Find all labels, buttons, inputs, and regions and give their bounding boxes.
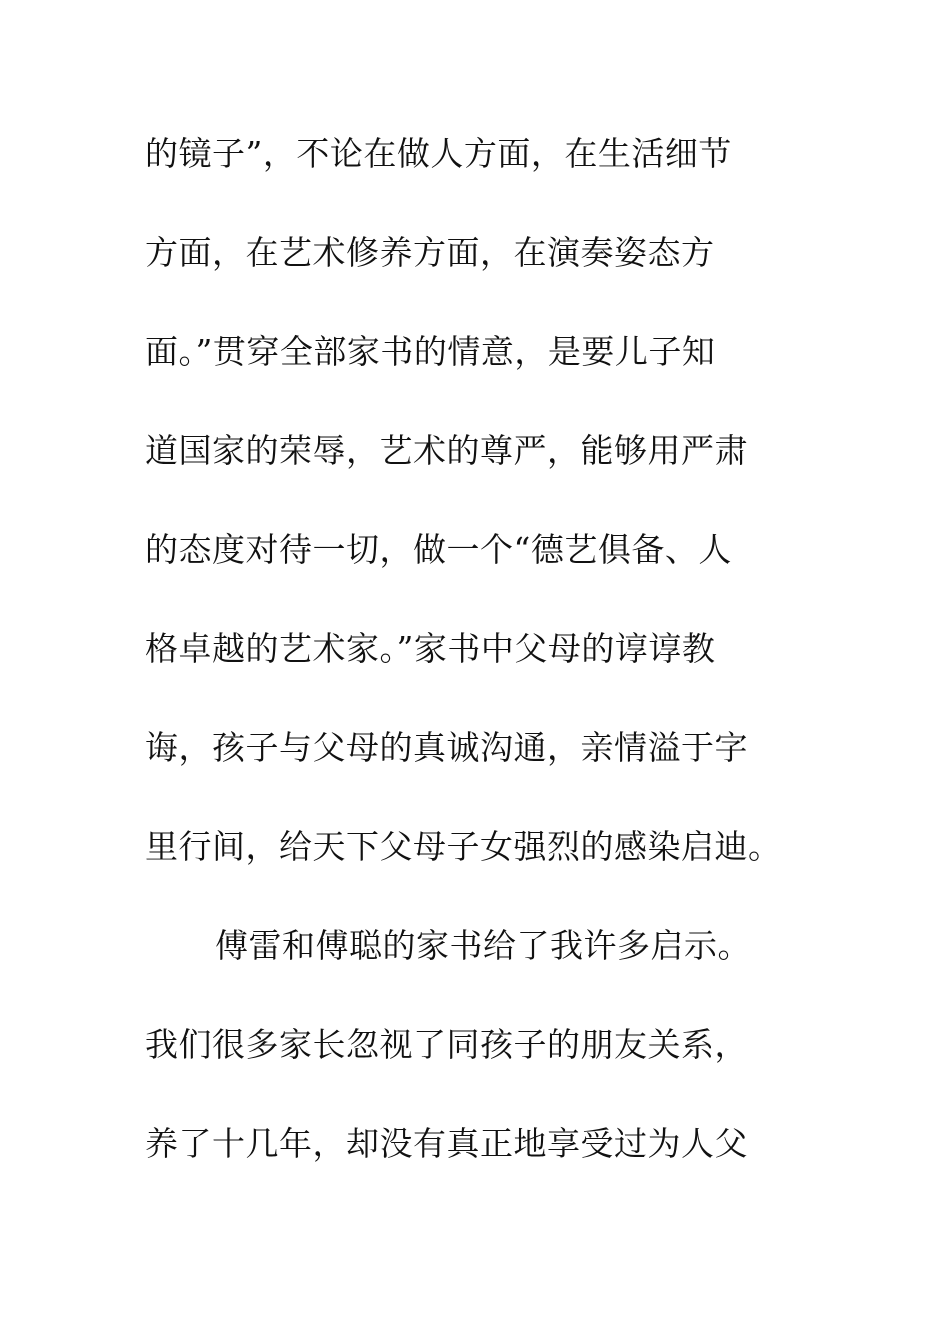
text-line: 的态度对待一切，做一个“德艺俱备、人 bbox=[145, 530, 732, 569]
text-line: 面。”贯穿全部家书的情意，是要儿子知 bbox=[145, 332, 716, 371]
text-line: 格卓越的艺术家。”家书中父母的谆谆教 bbox=[145, 629, 716, 668]
text-line: 道国家的荣辱，艺术的尊严，能够用严肃 bbox=[145, 431, 748, 470]
paragraph-start-line: 傅雷和傅聪的家书给了我许多启示。 bbox=[215, 926, 751, 965]
text-line: 养了十几年，却没有真正地享受过为人父 bbox=[145, 1124, 748, 1163]
text-line: 的镜子”，不论在做人方面，在生活细节 bbox=[145, 134, 732, 173]
text-line: 里行间，给天下父母子女强烈的感染启迪。 bbox=[145, 827, 782, 866]
text-line: 诲，孩子与父母的真诚沟通，亲情溢于字 bbox=[145, 728, 748, 767]
text-line: 方面，在艺术修养方面，在演奏姿态方 bbox=[145, 233, 715, 272]
body-text bbox=[145, 124, 805, 1213]
text-line: 我们很多家长忽视了同孩子的朋友关系， bbox=[145, 1025, 748, 1064]
